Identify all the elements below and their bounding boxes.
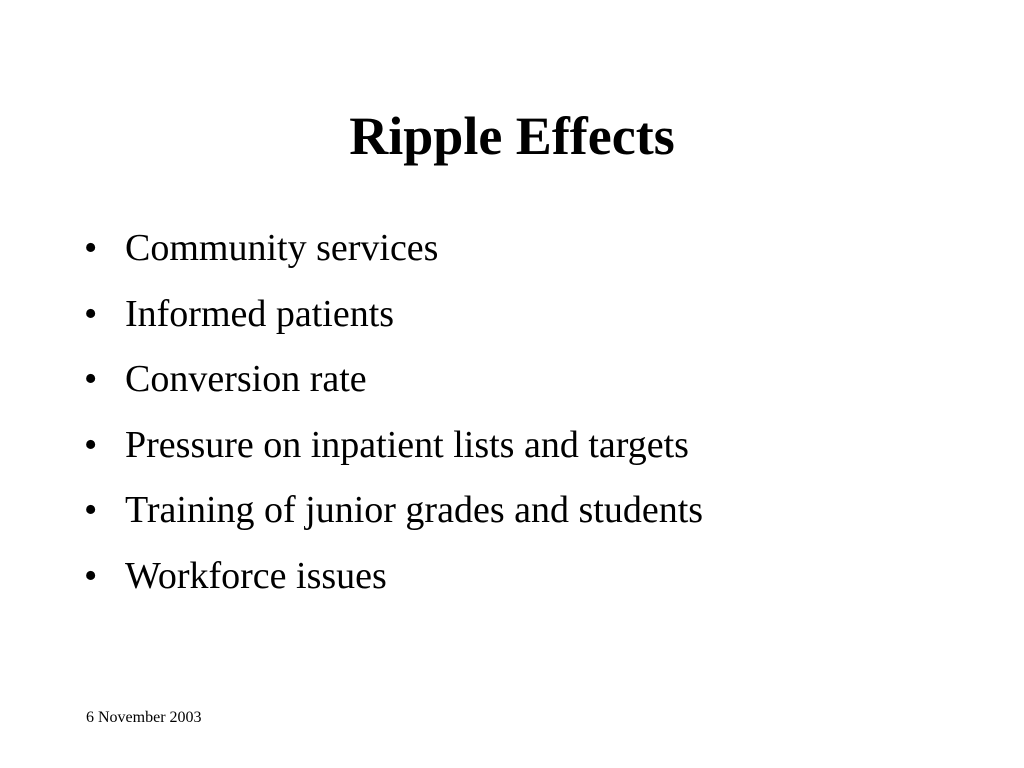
bullet-icon: • (84, 489, 98, 532)
bullet-text-workforce-issues: Workforce issues (125, 554, 387, 597)
bullet-text-informed-patients: Informed patients (125, 292, 395, 335)
bullet-icon: • (84, 554, 98, 597)
bullet-text-pressure-on-inpatient-lists: Pressure on inpatient lists and targets (125, 423, 689, 466)
bullet-list (84, 226, 984, 620)
slide-title: Ripple Effects (349, 106, 675, 166)
bullet-text-training-of-junior-grades: Training of junior grades and students (125, 489, 704, 532)
bullet-icon: • (84, 423, 98, 466)
list-item (84, 357, 984, 401)
list-item (84, 226, 984, 270)
list-item (84, 488, 984, 532)
list-item (84, 554, 984, 598)
bullet-icon: • (84, 227, 98, 269)
list-item (84, 292, 984, 336)
bullet-text-community-services: Community services (125, 227, 439, 269)
footer-date: 6 November 2003 (86, 709, 202, 726)
list-item (84, 423, 984, 467)
bullet-icon: • (84, 292, 98, 335)
bullet-text-conversion-rate: Conversion rate (125, 358, 367, 401)
bullet-icon: • (84, 358, 98, 401)
